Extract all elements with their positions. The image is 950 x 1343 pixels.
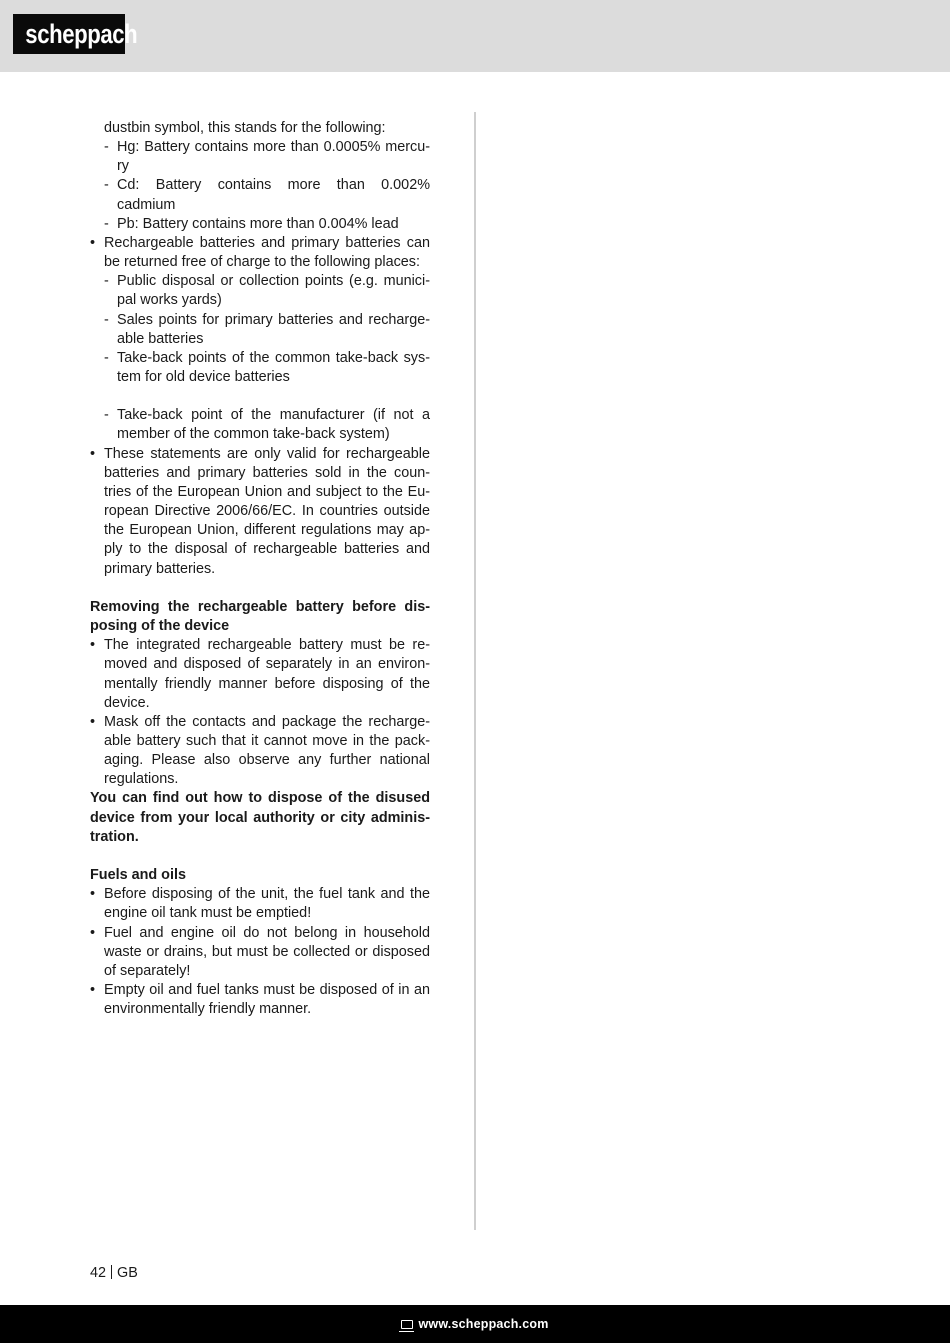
spacer <box>90 847 430 866</box>
fuels-oils-heading: Fuels and oils <box>90 867 186 884</box>
symbol-hg: - Hg: Battery contains more than 0.0005% mercu-ry <box>90 138 430 176</box>
symbol-pb: - Pb: Battery contains more than 0.004% lead <box>90 215 430 234</box>
bullet-validity: • These statements are only valid for rechargeable batteries and primary batteries sold in the coun-tries of the European Union and subject to the Eu-ropean Directive 2006/66/EC. In countries outside the European Union, different regulations may ap-ply to the disposal of rechargeable batteries and primary batteries. <box>90 445 430 579</box>
column-divider <box>474 112 476 1230</box>
page-footer <box>0 1305 950 1343</box>
symbol-cd: - Cd: Battery contains more than 0.002% cadmium <box>90 176 430 214</box>
fuels-bullet-1: • Before disposing of the unit, the fuel tank and the engine oil tank must be emptied! <box>90 885 430 923</box>
spacer <box>90 579 430 598</box>
bullet-return-places: • Rechargeable batteries and primary batteries can be returned free of charge to the following places: <box>90 234 430 272</box>
fuels-bullet-3: • Empty oil and fuel tanks must be disposed of in an environmentally friendly manner. <box>90 981 430 1019</box>
page-language: GB <box>117 1265 138 1281</box>
website-link[interactable]: www.scheppach.com <box>418 1317 549 1331</box>
dispose-note: You can find out how to dispose of the disused device from your local authority or city adminis-tration. <box>90 790 430 845</box>
intro-text: dustbin symbol, this stands for the following: <box>104 120 386 136</box>
removing-bullet-2: • Mask off the contacts and package the recharge-able battery such that it cannot move in the pack-aging. Please also observe any further national regulations. <box>90 713 430 790</box>
place-takeback-manufacturer: - Take-back point of the manufacturer (if not a member of the common take-back system) <box>90 406 430 444</box>
page-number-separator <box>111 1265 112 1279</box>
scheppach-logo: scheppach <box>13 14 125 54</box>
laptop-icon <box>401 1320 413 1329</box>
page-header <box>0 0 950 72</box>
place-sales: - Sales points for primary batteries and recharge-able batteries <box>90 311 430 349</box>
page-number-value: 42 <box>90 1265 107 1281</box>
page-number <box>90 1264 138 1282</box>
fuels-bullet-2: • Fuel and engine oil do not belong in household waste or drains, but must be collected or disposed of separately! <box>90 924 430 981</box>
place-takeback-common: - Take-back points of the common take-back sys-tem for old device batteries <box>90 349 430 387</box>
text-column-left <box>90 119 430 1019</box>
removing-battery-heading: Removing the rechargeable battery before dis-posing of the device <box>90 598 430 635</box>
removing-bullet-1: • The integrated rechargeable battery must be re-moved and disposed of separately in an environ-mentally friendly manner before disposing of the device. <box>90 636 430 713</box>
place-public: - Public disposal or collection points (e.g. munici-pal works yards) <box>90 272 430 310</box>
spacer <box>90 387 430 406</box>
